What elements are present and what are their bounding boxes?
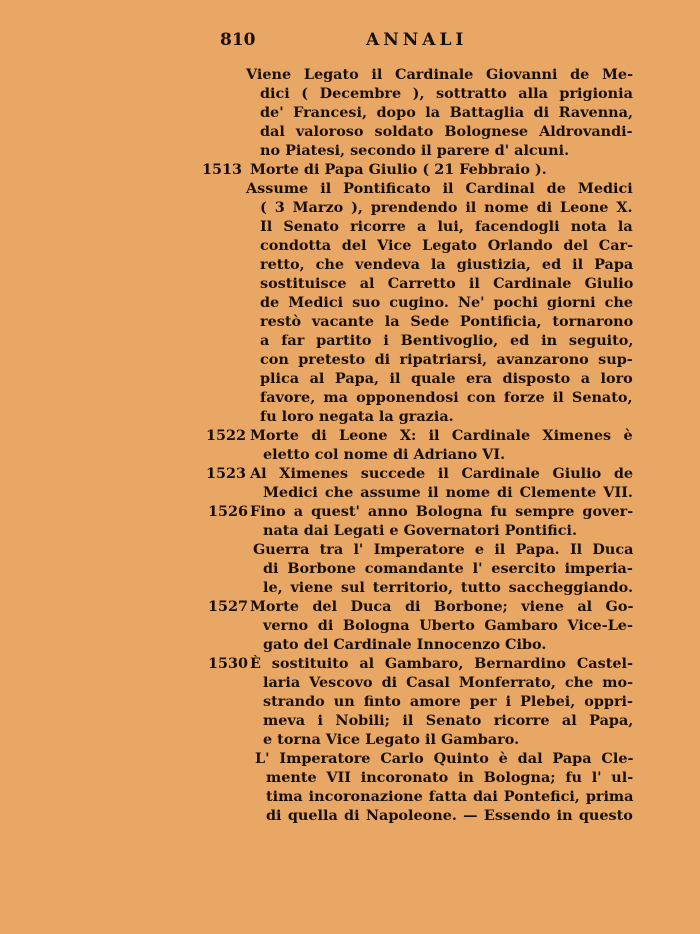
text-line: sostituisce al Carretto il Cardinale Giulio	[260, 275, 634, 292]
text-line: dal valoroso soldato Bolognese Aldrovandi-	[260, 123, 633, 140]
text-line: Medici che assume il nome di Clemente VII.	[263, 484, 633, 501]
text-line: laria Vescovo di Casal Monferrato, che mo-	[263, 674, 634, 691]
text-line: de Medici suo cugino. Ne' pochi giorni che	[260, 294, 633, 311]
text-line: Morte di Papa Giulio ( 21 Febbraio ).	[250, 161, 547, 178]
text-line: tima incoronazione fatta dai Pontefici, prima	[266, 788, 634, 805]
text-line: ( 3 Marzo ), prendendo il nome di Leone X.	[260, 199, 633, 216]
text-line: a far partito i Bentivoglio, ed in seguito,	[260, 332, 634, 349]
text-line: strando un finto amore per i Plebei, oppri-	[263, 693, 633, 710]
text-line: È sostituito al Gambaro, Bernardino Castel-	[250, 655, 633, 672]
year-label: 1527	[208, 598, 249, 615]
text-line: no Piatesi, secondo il parere d' alcuni.	[260, 142, 570, 159]
text-line: retto, che vendeva la giustizia, ed il Papa	[260, 256, 634, 273]
text-line: Morte di Leone X: il Cardinale Ximenes è	[250, 427, 633, 444]
text-line: fu loro negata la grazia.	[260, 408, 454, 425]
text-line: plica al Papa, il quale era disposto a loro	[260, 370, 633, 387]
text-line: restò vacante la Sede Pontificia, tornarono	[260, 313, 634, 330]
text-line: mente VII incoronato in Bologna; fu l' ul-	[266, 769, 634, 786]
text-line: favore, ma opponendosi con forze il Senato,	[260, 389, 633, 406]
text-line: Morte del Duca di Borbone; viene al Go-	[250, 598, 634, 615]
text-line: di Borbone comandante l' esercito imperia-	[263, 560, 633, 577]
page-header	[0, 30, 700, 54]
year-label: 1526	[208, 503, 249, 520]
text-line: di quella di Napoleone. — Essendo in questo	[266, 807, 633, 824]
text-line: de' Francesi, dopo la Battaglia di Ravenna,	[260, 104, 633, 121]
text-line: verno di Bologna Uberto Gambaro Vice-Le-	[263, 617, 633, 634]
text-line: dici ( Decembre ), sottratto alla prigionia	[260, 85, 633, 102]
year-label: 1530	[208, 655, 249, 672]
text-line: gato del Cardinale Innocenzo Cibo.	[263, 636, 547, 653]
text-line: Viene Legato il Cardinale Giovanni de Me-	[246, 66, 634, 83]
year-label: 1522	[206, 427, 247, 444]
text-line: Assume il Pontificato il Cardinal de Medici	[246, 180, 633, 197]
text-line: con pretesto di ripatriarsi, avanzarono sup-	[260, 351, 633, 368]
year-label: 1523	[206, 465, 247, 482]
page-number: 810	[220, 30, 256, 50]
text-line: nata dai Legati e Governatori Pontifici.	[263, 522, 577, 539]
text-line: Il Senato ricorre a lui, facendogli nota la	[260, 218, 633, 235]
text-line: le, viene sul territorio, tutto saccheggiando.	[263, 579, 634, 596]
text-line: Guerra tra l' Imperatore e il Papa. Il Duca	[253, 541, 634, 558]
text-line: Al Ximenes succede il Cardinale Giulio de	[250, 465, 634, 482]
text-line: Fino a quest' anno Bologna fu sempre gover-	[250, 503, 634, 520]
text-line: eletto col nome di Adriano VI.	[263, 446, 506, 463]
text-line: condotta del Vice Legato Orlando del Car-	[260, 237, 634, 254]
text-line: e torna Vice Legato il Gambaro.	[263, 731, 520, 748]
running-head: ANNALI	[366, 30, 468, 50]
text-line: meva i Nobili; il Senato ricorre al Papa,	[263, 712, 634, 729]
text-line: L' Imperatore Carlo Quinto è dal Papa Cle-	[255, 750, 634, 767]
year-label: 1513	[202, 161, 243, 178]
